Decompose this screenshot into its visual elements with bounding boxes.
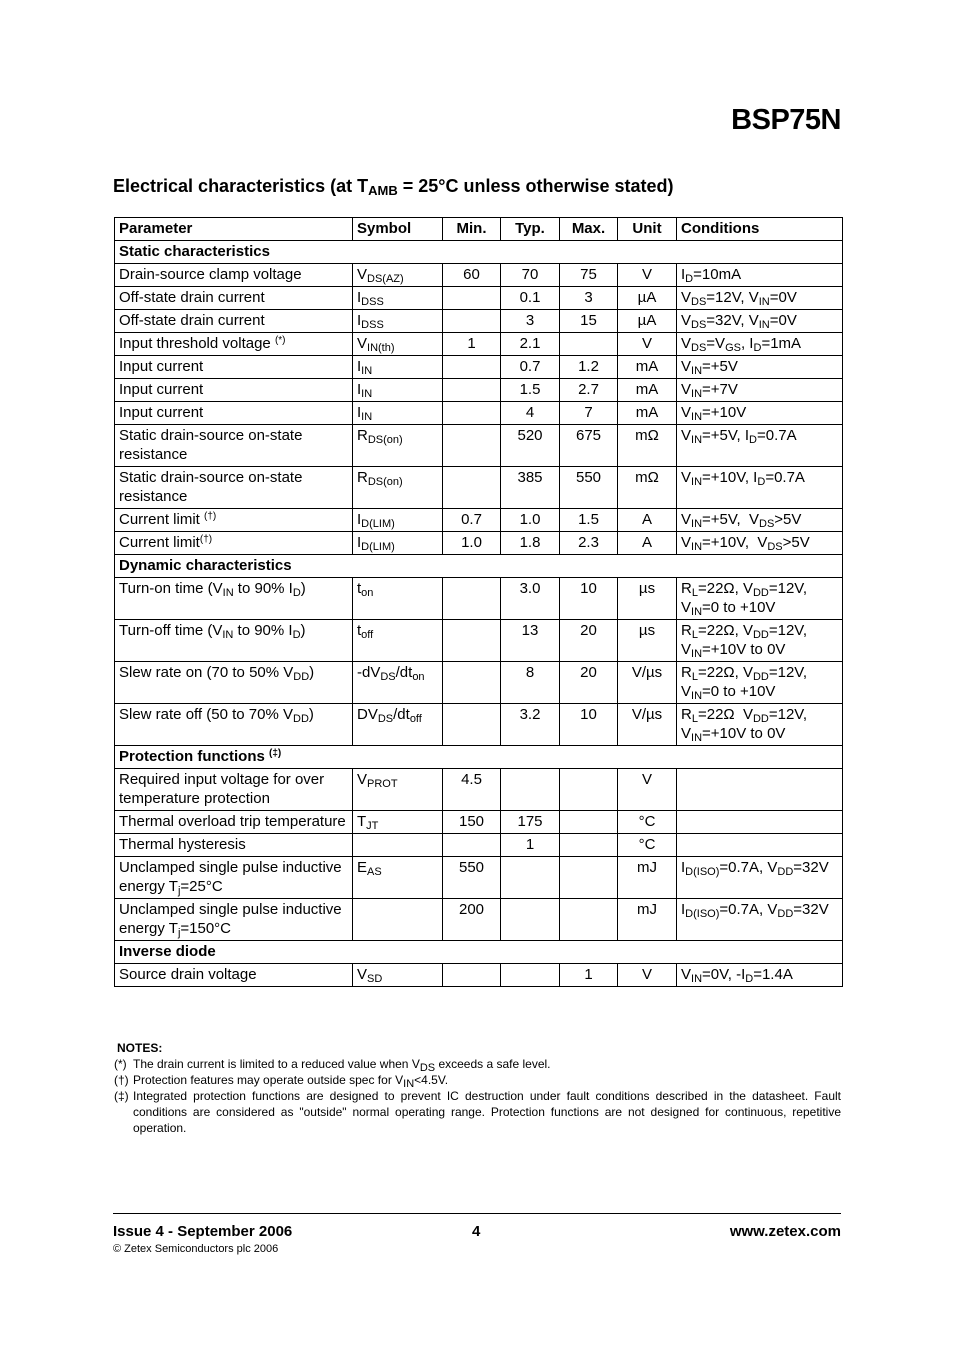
cell-min: 4.5: [443, 769, 501, 811]
table-body: [115, 218, 843, 987]
cell-max: [560, 899, 618, 941]
cell-parameter: Turn-on time ($V_{IN}$ to 90% $I_D$): [115, 578, 353, 620]
cell-max: 1: [560, 964, 618, 987]
cell-unit: V: [618, 333, 677, 356]
note-marker: (†): [114, 1073, 129, 1087]
cell-unit: µs: [618, 620, 677, 662]
cell-min: [443, 425, 501, 467]
cell-conditions: [677, 769, 843, 811]
cell-min: 1: [443, 333, 501, 356]
col-header-symbol: Symbol: [353, 218, 443, 241]
cell-symbol: $-dV_{DS}/dt_{on}$: [353, 662, 443, 704]
footer-issue: Issue 4 - September 2006: [113, 1223, 293, 1240]
cell-parameter: Drain-source clamp voltage: [115, 264, 353, 287]
cell-unit: mA: [618, 379, 677, 402]
cell-max: 10: [560, 704, 618, 746]
cell-conditions: [677, 834, 843, 857]
cell-typ: 3.0: [501, 578, 560, 620]
cell-conditions: $I_{D(ISO)}=0.7A$, $V_{DD}=32V$: [677, 899, 843, 941]
cell-typ: [501, 769, 560, 811]
cell-min: [443, 379, 501, 402]
cell-conditions: $V_{IN}=+7V$: [677, 379, 843, 402]
cell-min: [443, 310, 501, 333]
cell-parameter: Thermal overload trip temperature: [115, 811, 353, 834]
cell-symbol: $R_{DS(on)}$: [353, 425, 443, 467]
table-row: [115, 704, 843, 746]
cell-typ: 385: [501, 467, 560, 509]
cell-typ: 13: [501, 620, 560, 662]
section-row: [115, 746, 843, 769]
heading-subscript: AMB: [368, 183, 398, 198]
cell-unit: mΩ: [618, 467, 677, 509]
table-header-row: [115, 218, 843, 241]
notes-section: [114, 1040, 841, 1136]
table-row: [115, 620, 843, 662]
note-item: [114, 1056, 841, 1072]
cell-unit: V: [618, 264, 677, 287]
cell-max: 3: [560, 287, 618, 310]
cell-symbol: [353, 899, 443, 941]
cell-conditions: $V_{IN}=+10V$, $V_{DS}>5V$: [677, 532, 843, 555]
section-title: Protection functions (‡): [115, 746, 843, 769]
section-title: Inverse diode: [115, 941, 843, 964]
cell-unit: µA: [618, 287, 677, 310]
table-row: [115, 509, 843, 532]
cell-typ: 0.7: [501, 356, 560, 379]
cell-unit: °C: [618, 834, 677, 857]
cell-typ: 4: [501, 402, 560, 425]
cell-conditions: $V_{IN}=+10V$, $I_D=0.7A$: [677, 467, 843, 509]
cell-typ: 2.1: [501, 333, 560, 356]
cell-min: 150: [443, 811, 501, 834]
cell-conditions: $V_{IN}=0V$, $-I_D=1.4A$: [677, 964, 843, 987]
col-header-unit: Unit: [618, 218, 677, 241]
cell-max: [560, 811, 618, 834]
notes-title: NOTES:: [117, 1041, 163, 1055]
cell-parameter: Off-state drain current: [115, 310, 353, 333]
cell-conditions: $R_L=22\Omega$, $V_{DD}=12V$, $V_{IN}=0$ to +10V: [677, 662, 843, 704]
part-number: BSP75N: [731, 104, 841, 136]
cell-conditions: $V_{DS}=12V$, $V_{IN}=0V$: [677, 287, 843, 310]
cell-typ: 70: [501, 264, 560, 287]
cell-symbol: $T_{JT}$: [353, 811, 443, 834]
cell-min: [443, 287, 501, 310]
table-row: [115, 425, 843, 467]
cell-parameter: Required input voltage for over temperature protection: [115, 769, 353, 811]
cell-parameter: Off-state drain current: [115, 287, 353, 310]
cell-max: 75: [560, 264, 618, 287]
table-row: [115, 379, 843, 402]
cell-max: [560, 834, 618, 857]
cell-parameter: Slew rate off (50 to 70% $V_{DD}$): [115, 704, 353, 746]
cell-parameter: Source drain voltage: [115, 964, 353, 987]
cell-symbol: $V_{DS(AZ)}$: [353, 264, 443, 287]
cell-conditions: [677, 811, 843, 834]
cell-max: 20: [560, 662, 618, 704]
cell-symbol: $t_{off}$: [353, 620, 443, 662]
table-row: [115, 769, 843, 811]
note-item: [114, 1072, 841, 1088]
cell-conditions: $V_{DS}=32V$, $V_{IN}=0V$: [677, 310, 843, 333]
cell-unit: V: [618, 964, 677, 987]
note-marker: (*): [114, 1057, 127, 1071]
table-row: [115, 333, 843, 356]
cell-parameter: Turn-off time ($V_{IN}$ to 90% $I_D$): [115, 620, 353, 662]
cell-symbol: $t_{on}$: [353, 578, 443, 620]
cell-conditions: $I_D=10mA$: [677, 264, 843, 287]
cell-parameter: Current limit(†): [115, 532, 353, 555]
cell-typ: 1.5: [501, 379, 560, 402]
cell-symbol: $I_{IN}$: [353, 379, 443, 402]
table-row: [115, 264, 843, 287]
footer-copyright: © Zetex Semiconductors plc 2006: [113, 1243, 279, 1255]
note-text: Protection features may operate outside spec for $V_{IN}<4.5V$.: [133, 1073, 449, 1090]
cell-min: [443, 964, 501, 987]
cell-parameter: Static drain-source on-state resistance: [115, 467, 353, 509]
cell-min: [443, 834, 501, 857]
cell-typ: [501, 857, 560, 899]
cell-unit: °C: [618, 811, 677, 834]
cell-typ: 1.0: [501, 509, 560, 532]
cell-parameter: Slew rate on (70 to 50% $V_{DD}$): [115, 662, 353, 704]
cell-unit: µA: [618, 310, 677, 333]
table-row: [115, 532, 843, 555]
table-row: [115, 662, 843, 704]
cell-unit: A: [618, 532, 677, 555]
notes-list: [114, 1056, 841, 1136]
cell-min: [443, 620, 501, 662]
cell-max: [560, 769, 618, 811]
cell-min: 200: [443, 899, 501, 941]
cell-min: [443, 402, 501, 425]
cell-max: 20: [560, 620, 618, 662]
cell-conditions: $V_{IN}=+5V$, $V_{DS}>5V$: [677, 509, 843, 532]
cell-unit: A: [618, 509, 677, 532]
section-row: [115, 241, 843, 264]
cell-conditions: $V_{IN}=+5V$, $I_D=0.7A$: [677, 425, 843, 467]
table-row: [115, 467, 843, 509]
cell-unit: V: [618, 769, 677, 811]
table-row: [115, 857, 843, 899]
table-row: [115, 811, 843, 834]
cell-typ: 1.8: [501, 532, 560, 555]
cell-conditions: $R_L=22\Omega$, $V_{DD}=12V$, $V_{IN}=+10V$ to 0V: [677, 620, 843, 662]
cell-parameter: Current limit (†): [115, 509, 353, 532]
cell-min: [443, 467, 501, 509]
cell-max: [560, 333, 618, 356]
cell-parameter: Static drain-source on-state resistance: [115, 425, 353, 467]
footer-page-number: 4: [472, 1223, 481, 1240]
cell-typ: 1: [501, 834, 560, 857]
col-header-typ: Typ.: [501, 218, 560, 241]
table-row: [115, 310, 843, 333]
cell-min: 60: [443, 264, 501, 287]
note-item: [114, 1088, 841, 1136]
cell-unit: mΩ: [618, 425, 677, 467]
heading-prefix: Electrical characteristics (at T: [113, 176, 369, 196]
section-title: Dynamic characteristics: [115, 555, 843, 578]
cell-typ: 3.2: [501, 704, 560, 746]
cell-conditions: $R_L=22\Omega$, $V_{DD}=12V$, $V_{IN}=0$ to +10V: [677, 578, 843, 620]
cell-unit: µs: [618, 578, 677, 620]
cell-typ: 0.1: [501, 287, 560, 310]
cell-max: 10: [560, 578, 618, 620]
cell-min: 1.0: [443, 532, 501, 555]
cell-parameter: Input current: [115, 356, 353, 379]
cell-min: [443, 662, 501, 704]
cell-unit: mA: [618, 402, 677, 425]
cell-max: [560, 857, 618, 899]
cell-typ: 8: [501, 662, 560, 704]
cell-max: 675: [560, 425, 618, 467]
table-row: [115, 287, 843, 310]
cell-min: 550: [443, 857, 501, 899]
cell-typ: 3: [501, 310, 560, 333]
col-header-parameter: Parameter: [115, 218, 353, 241]
section-row: [115, 941, 843, 964]
table-row: [115, 402, 843, 425]
note-marker: (‡): [114, 1089, 129, 1103]
cell-min: [443, 578, 501, 620]
cell-symbol: $I_{D(LIM)}$: [353, 509, 443, 532]
heading-suffix: = 25°C unless otherwise stated): [397, 176, 674, 196]
col-header-min: Min.: [443, 218, 501, 241]
cell-max: 7: [560, 402, 618, 425]
cell-unit: mA: [618, 356, 677, 379]
note-text: The drain current is limited to a reduced value when $V_{DS}$ exceeds a safe level.: [133, 1057, 551, 1074]
cell-unit: mJ: [618, 899, 677, 941]
cell-parameter: Unclamped single pulse inductive energy $T_j=25^\circ C$: [115, 857, 353, 899]
cell-min: [443, 356, 501, 379]
cell-conditions: $V_{IN}=+10V$: [677, 402, 843, 425]
electrical-characteristics-table: [114, 217, 843, 987]
cell-symbol: $E_{AS}$: [353, 857, 443, 899]
footer-divider: [113, 1213, 841, 1214]
table-row: [115, 899, 843, 941]
cell-max: 550: [560, 467, 618, 509]
cell-parameter: Input current: [115, 379, 353, 402]
cell-typ: 175: [501, 811, 560, 834]
col-header-conditions: Conditions: [677, 218, 843, 241]
section-title: Static characteristics: [115, 241, 843, 264]
cell-typ: 520: [501, 425, 560, 467]
table-row: [115, 834, 843, 857]
cell-symbol: $V_{PROT}$: [353, 769, 443, 811]
cell-unit: mJ: [618, 857, 677, 899]
cell-max: 1.2: [560, 356, 618, 379]
cell-conditions: $I_{D(ISO)}=0.7A$, $V_{DD}=32V$: [677, 857, 843, 899]
cell-min: [443, 704, 501, 746]
cell-typ: [501, 964, 560, 987]
table-row: [115, 964, 843, 987]
cell-symbol: $V_{IN(th)}$: [353, 333, 443, 356]
table-row: [115, 578, 843, 620]
cell-max: 15: [560, 310, 618, 333]
cell-unit: V/µs: [618, 704, 677, 746]
cell-min: 0.7: [443, 509, 501, 532]
cell-conditions: $R_L=22\Omega$ $V_{DD}=12V$, $V_{IN}=+10V$ to 0V: [677, 704, 843, 746]
section-row: [115, 555, 843, 578]
cell-unit: V/µs: [618, 662, 677, 704]
cell-symbol: $I_{IN}$: [353, 356, 443, 379]
note-text: Integrated protection functions are designed to prevent IC destruction under fault conditions described in the datasheet. Fault conditions are considered as "outside" normal operating range. Protection functions are not designed for continuous, repetitive operation.: [133, 1089, 841, 1135]
cell-parameter: Input current: [115, 402, 353, 425]
cell-parameter: Thermal hysteresis: [115, 834, 353, 857]
cell-conditions: $V_{IN}=+5V$: [677, 356, 843, 379]
cell-symbol: $I_{DSS}$: [353, 287, 443, 310]
cell-parameter: Unclamped single pulse inductive energy $T_j=150^\circ C$: [115, 899, 353, 941]
cell-max: 1.5: [560, 509, 618, 532]
table-row: [115, 356, 843, 379]
cell-symbol: $R_{DS(on)}$: [353, 467, 443, 509]
cell-symbol: $I_{DSS}$: [353, 310, 443, 333]
cell-symbol: [353, 834, 443, 857]
footer-website: www.zetex.com: [729, 1223, 841, 1240]
section-heading: [113, 176, 674, 197]
cell-symbol: $V_{SD}$: [353, 964, 443, 987]
cell-typ: [501, 899, 560, 941]
cell-symbol: $I_{D(LIM)}$: [353, 532, 443, 555]
cell-max: 2.3: [560, 532, 618, 555]
cell-max: 2.7: [560, 379, 618, 402]
cell-conditions: $V_{DS}=V_{GS}$, $I_D=1mA$: [677, 333, 843, 356]
cell-symbol: $I_{IN}$: [353, 402, 443, 425]
col-header-max: Max.: [560, 218, 618, 241]
cell-parameter: Input threshold voltage (*): [115, 333, 353, 356]
cell-symbol: $DV_{DS}/dt_{off}$: [353, 704, 443, 746]
